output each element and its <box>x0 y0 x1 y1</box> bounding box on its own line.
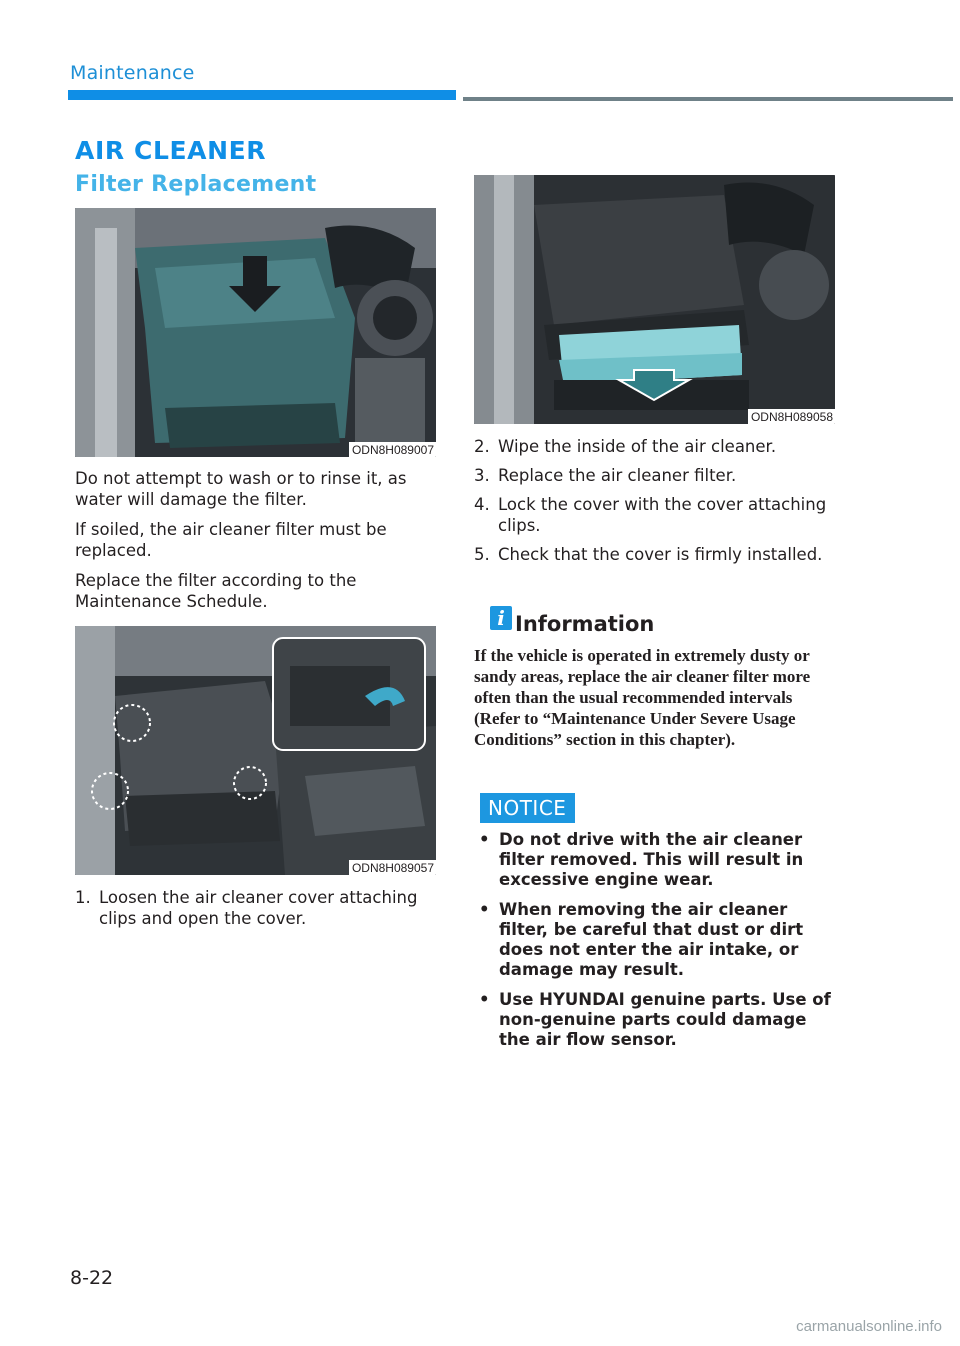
bullet-dot: • <box>479 830 490 849</box>
page-title: AIR CLEANER <box>75 136 267 165</box>
step-text: Lock the cover with the cover attaching clips. <box>498 495 827 535</box>
step-number: 5. <box>474 545 490 564</box>
paragraph: Do not attempt to wash or to rinse it, as water will damage the filter. <box>75 469 407 509</box>
step-number: 4. <box>474 495 490 514</box>
paragraph: If soiled, the air cleaner filter must be replaced. <box>75 520 387 560</box>
steps-right <box>474 436 834 573</box>
notice-badge: NOTICE <box>480 793 575 823</box>
engine-photo-clips <box>75 626 436 875</box>
header-rule-gray <box>463 97 953 101</box>
step-text: Wipe the inside of the air cleaner. <box>498 437 777 456</box>
notice-text: When removing the air cleaner filter, be careful that dust or dirt does not enter the air intake, or damage may result. <box>499 900 804 979</box>
step-number: 2. <box>474 437 490 456</box>
step-item <box>75 887 443 929</box>
notice-item <box>474 830 839 890</box>
notice-text: Do not drive with the air cleaner filter removed. This will result in excessive engine wear. <box>499 830 804 889</box>
step-item <box>474 544 834 565</box>
engine-photo-cover <box>75 208 436 457</box>
step-item <box>474 436 834 457</box>
engine-photo-filter <box>474 175 835 424</box>
steps-left <box>75 887 443 937</box>
step-text: Check that the cover is firmly installed. <box>498 545 823 564</box>
left-paragraphs <box>75 468 440 621</box>
photo-code-label: ODN8H089058 <box>748 409 835 424</box>
step-item <box>474 465 834 486</box>
section-subtitle: Filter Replacement <box>75 172 317 197</box>
air-cleaner-cover-image <box>75 208 436 457</box>
notice-list <box>474 830 839 1060</box>
step-item <box>474 494 834 536</box>
info-body: If the vehicle is operated in extremely dusty or sandy areas, replace the air cleaner filter more often than the usual recommended intervals (Refer to “Maintenance Under Severe Usage Conditions” section in this chapter). <box>474 646 811 749</box>
paragraph: Replace the filter according to the Maintenance Schedule. <box>75 571 357 611</box>
step-text: Replace the air cleaner filter. <box>498 466 737 485</box>
step-text: Loosen the air cleaner cover attaching clips and open the cover. <box>99 888 418 928</box>
info-title: Information <box>515 612 655 636</box>
photo-code-label: ODN8H089007 <box>349 442 436 457</box>
page-number: 8-22 <box>70 1267 114 1289</box>
step-number: 3. <box>474 466 490 485</box>
section-label: Maintenance <box>70 62 195 84</box>
header-rule-blue <box>68 90 456 100</box>
bullet-dot: • <box>479 990 490 1009</box>
notice-item <box>474 990 839 1050</box>
cover-clips-image <box>75 626 436 875</box>
watermark: carmanualsonline.info <box>796 1318 942 1335</box>
air-cleaner-filter-image <box>474 175 835 424</box>
notice-item <box>474 900 839 980</box>
bullet-dot: • <box>479 900 490 919</box>
step-number: 1. <box>75 888 91 907</box>
notice-text: Use HYUNDAI genuine parts. Use of non-genuine parts could damage the air flow sensor. <box>499 990 831 1049</box>
info-icon: i <box>490 606 512 630</box>
photo-code-label: ODN8H089057 <box>349 860 436 875</box>
